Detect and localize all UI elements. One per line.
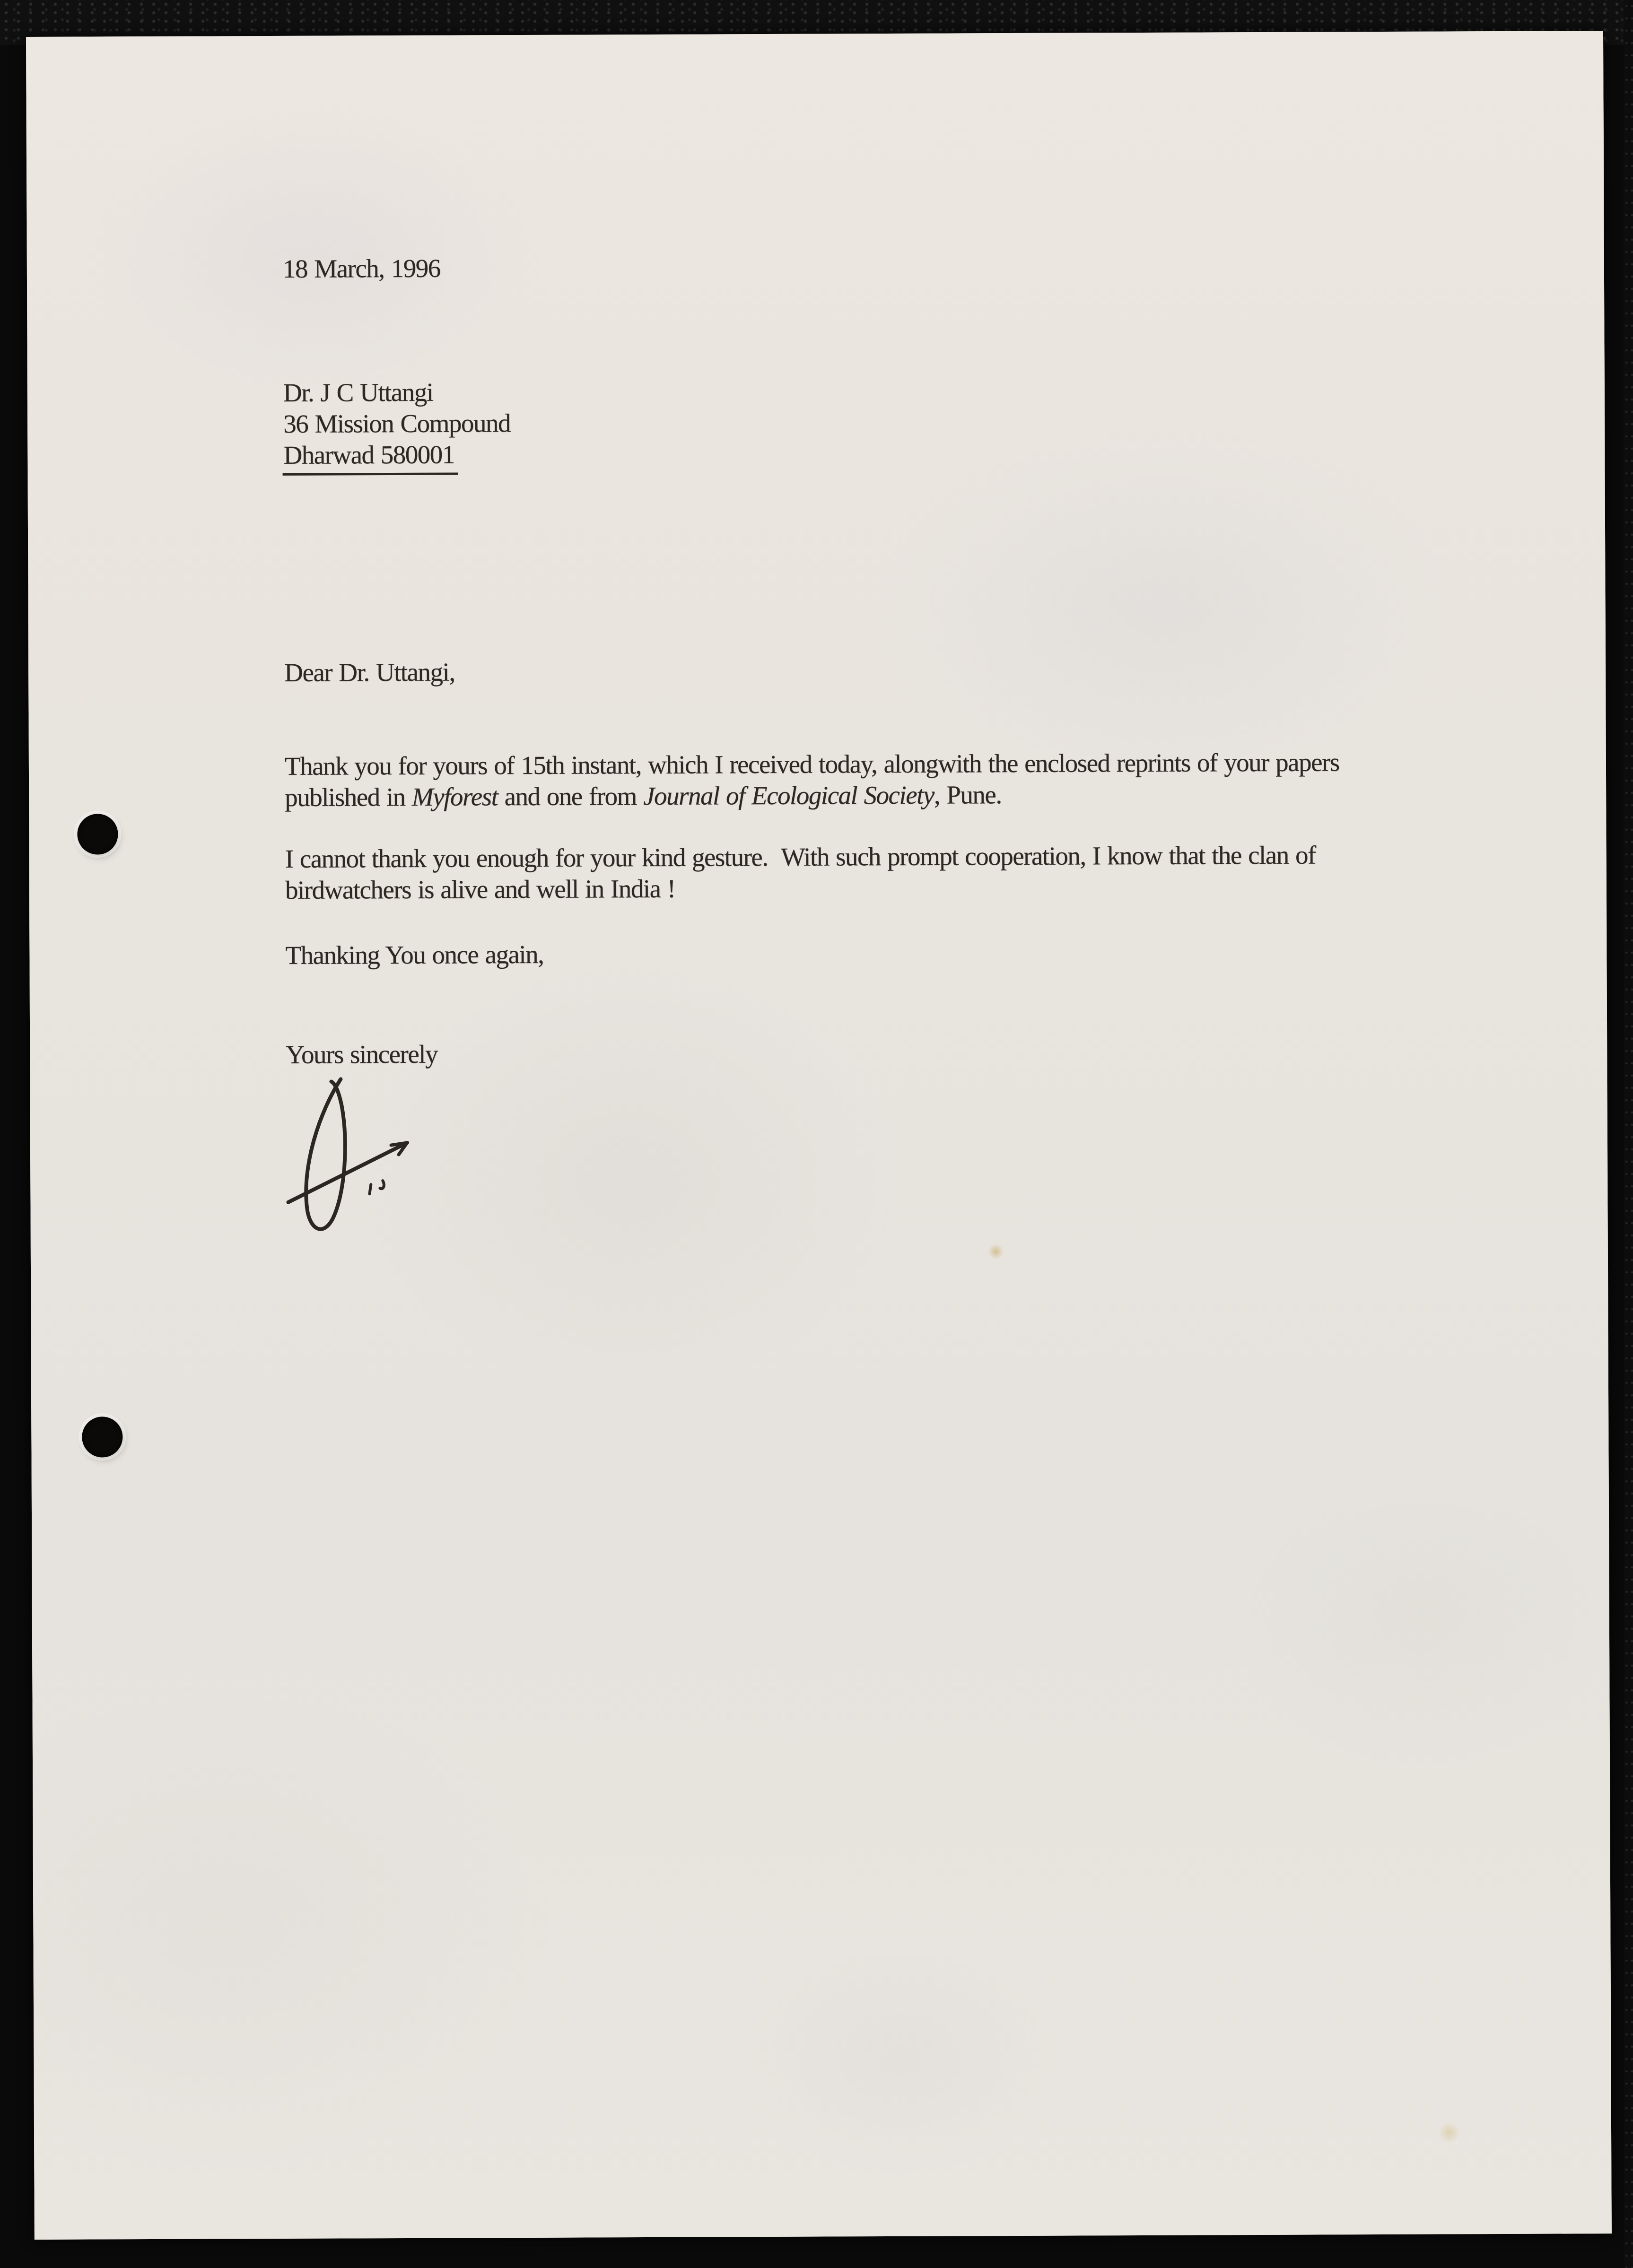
signature: [26, 31, 1612, 2240]
text-segment: I cannot thank you enough for your kind gesture. With such prompt cooperation, I know that the clan of: [285, 840, 1316, 873]
text-segment: Thank you for yours of 15th instant, which I received today, alongwith the enclosed reprints of your papers: [284, 747, 1339, 781]
signoff-line: Yours sincerely: [286, 1039, 438, 1069]
recipient-city-underlined: Dharwad 580001: [282, 439, 458, 475]
text-segment: published in: [285, 782, 412, 812]
italic-phrase: Journal of Ecological Society: [643, 780, 934, 811]
recipient-name: Dr. J C Uttangi: [283, 377, 433, 407]
scanner-edge-texture: [1624, 0, 1633, 2268]
text-segment: and one from: [498, 782, 644, 811]
text-segment: birdwatchers is alive and well in India !: [285, 874, 675, 904]
date-line: 18 March, 1996: [282, 253, 440, 283]
recipient-street: 36 Mission Compound: [283, 408, 511, 438]
text-segment: , Pune.: [934, 780, 1002, 809]
salutation: Dear Dr. Uttangi,: [284, 657, 455, 687]
italic-phrase: Myforest: [411, 782, 498, 811]
closing-line: Thanking You once again,: [285, 939, 544, 970]
paper-stain-faint: [1438, 2122, 1460, 2143]
paper-stain-small: [988, 1244, 1004, 1259]
letter-page: [26, 31, 1612, 2240]
